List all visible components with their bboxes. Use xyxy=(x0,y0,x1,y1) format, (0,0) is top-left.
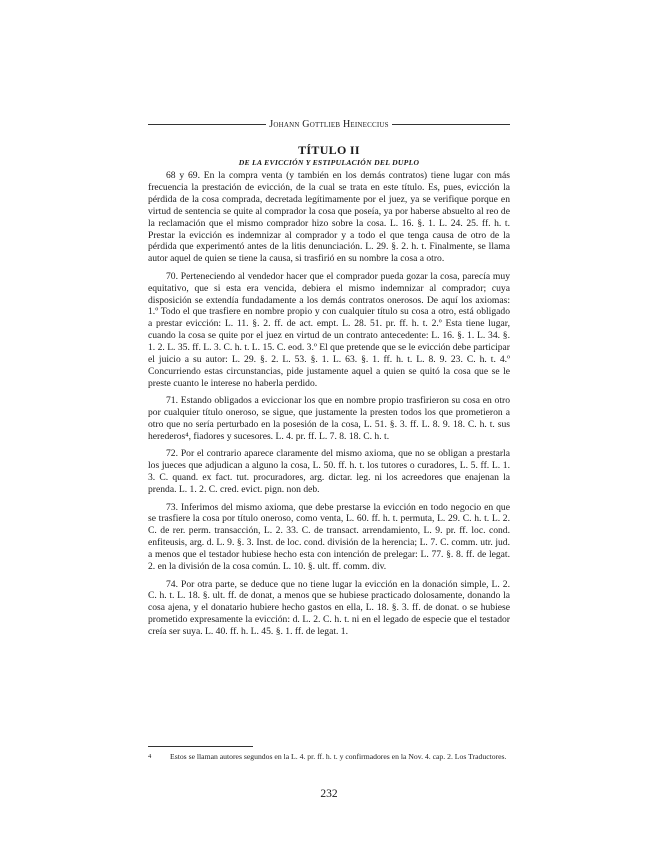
paragraph-74: 74. Por otra parte, se deduce que no tiene lugar la evicción en la donación simple, L. 2. C. h. t. L. 18. §. ult. ff. de donat, a menos que se hubiese practicado dolosamente, donando la cosa ajena, y el donatario hubiere hecho gastos en ella, L. 18. §. 3. ff. de donat. o se hubiese prometido expresamente la evicción: d. L. 2. C. h. t. ni en el legado de especie que el testador creía ser suya. L. 40. ff. h. L. 45. §. 1. ff. de legat. 1. xyxy=(148,578,510,638)
paragraph-72: 72. Por el contrario aparece claramente del mismo axioma, que no se obligan a prestarla los jueces que adjudican a alguno la cosa, L. 50. ff. h. t. los tutores o curadores, L. 5. ff. L. 1. 3. C. quand. ex fact. tut. procuradores, arg. dictar. leg. ni los acreedores que enajenan la prenda. L. 1. 2. C. cred. evict. pign. non deb. xyxy=(148,448,510,496)
running-head-author: Johann Gottlieb Heineccius xyxy=(269,119,389,130)
footnote-separator xyxy=(148,746,253,747)
paragraph-73: 73. Inferimos del mismo axioma, que debe prestarse la evicción en todo negocio en que se trasfiere la cosa por título oneroso, como venta, L. 60. ff. h. t. permuta, L. 29. C. h. t. L. 2. C. de rer. perm. transacción, L. 2. 33. C. de transact. arrendamiento, L. 9. pr. ff. loc. cond. enfiteusis, arg. d. L. 9. §. 3. Inst. de loc. cond. división de la herencia; L. 7. C. comm. utr. jud. a menos que el testador hubiese hecho esta con intención de prelegar: L. 77. §. 8. ff. de legat. 2. en la división de la cosa común. L. 10. §. ult. ff. comm. div. xyxy=(148,501,510,573)
paragraph-70: 70. Perteneciendo al vendedor hacer que el comprador pueda gozar la cosa, parecía muy equitativo, que si esta era vencida, debiera el mismo indemnizar al comprador; cuya disposición se extendía fundadamente a los demás contratos onerosos. De aquí los axiomas: 1.º Todo el que trasfiere en nombre propio y con cualquier título su cosa a otro, está obligado a prestar evicción: L. 11. §. 2. ff. de act. empt. L. 28. 51. pr. ff. h. t. 2.º Esta tiene lugar, cuando la cosa se quite por el juez en virtud de un contrato antecedente: L. 16. §. 1. L. 34. §. 1. 2. L. 35. ff. L. 3. C. h. t. L. 15. C. eod. 3.º El que pretende que se le evicción debe participar el juicio a su autor: L. 29. §. 2. L. 53. §. 1. L. 63. §. 1. ff. h. t. L. 8. 9. 23. C. h. t. 4.º Concurriendo estas circunstancias, pide justamente aquel a quien se quitó la cosa que se le preste cuanto le interese no haberla perdido. xyxy=(148,270,510,389)
footnote-mark: 4 xyxy=(148,753,152,760)
paragraph-71: 71. Estando obligados a eviccionar los que en nombre propio trasfirieron su cosa en otro por cualquier título oneroso, se sigue, que justamente la presten todos los que prometieron a otro que no sería perturbado en la posesión de la cosa, L. 51. §. 3. ff. L. 8. 9. 18. C. h. t. sus herederos⁴, fiadores y sucesores. L. 4. pr. ff. L. 7. 8. 18. C. h. t. xyxy=(148,395,510,443)
footnote xyxy=(148,752,510,762)
body-text xyxy=(148,170,510,644)
page-number: 232 xyxy=(320,788,338,800)
running-head-rule-right xyxy=(392,124,510,125)
running-head xyxy=(148,119,510,130)
chapter-title: TÍTULO II xyxy=(298,143,360,157)
chapter-subtitle: DE LA EVICCIÓN Y ESTIPULACIÓN DEL DUPLO xyxy=(238,158,420,167)
footnote-text: Estos se llaman autores segundos en la L. 4. pr. ff. h. t. y confirmadores en la Nov. 4. cap. 2. Los Traductores. xyxy=(170,752,507,761)
paragraph-68-69: 68 y 69. En la compra venta (y también en los demás contratos) tiene lugar con más frecuencia la prestación de evicción, de la cual se trata en este título. Es, pues, evicción la pérdida de la cosa comprada, decretada legítimamente por el juez, ya se verifique porque en virtud de sentencia se quite al comprador la cosa que poseía, ya por haberse absuelto al reo de la reclamación que el mismo comprador hizo sobre la cosa. L. 16. §. 1. L. 24. 25. ff. h. t. Prestar la evicción es indemnizar al comprador y a todo el que tenga causa de otro de la pérdida que experimentó antes de la litis denunciación. L. 29. §. 2. h. t. Finalmente, se llama autor aquel de quien se tiene la causa, si trasfirió en su nombre la cosa a otro. xyxy=(148,170,510,265)
running-head-rule-left xyxy=(148,124,266,125)
